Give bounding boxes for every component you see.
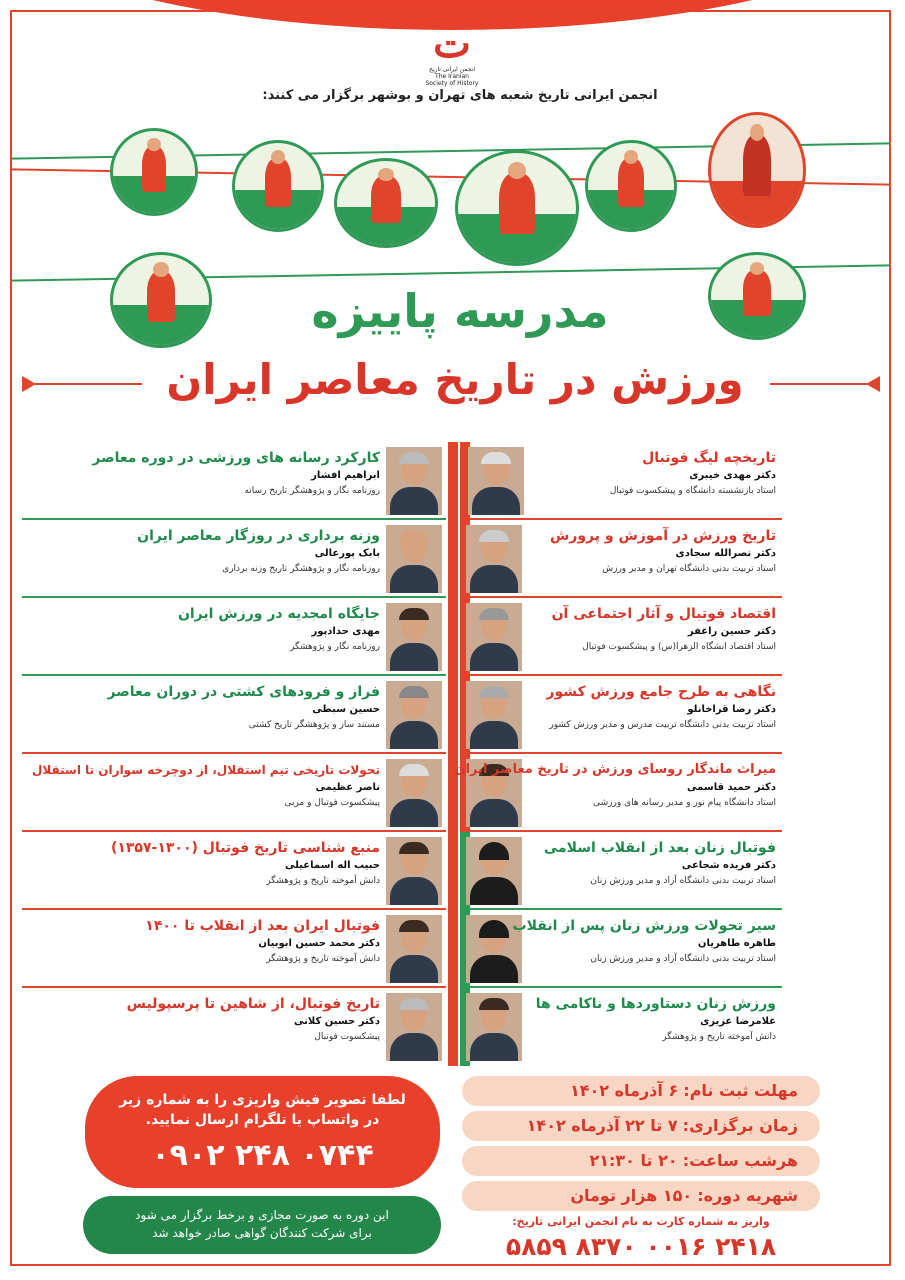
footballer-illustration (708, 112, 806, 228)
speaker-name: غلامرضا عزیزی (700, 1016, 776, 1027)
session-item (454, 754, 782, 832)
session-title: تاریخچه لیگ فوتبال (642, 450, 776, 466)
session-item (22, 832, 446, 910)
speaker-name: بابک پورعالی (314, 548, 380, 559)
speaker-desc: دانش آموخته تاریخ و پژوهشگر (266, 954, 380, 964)
instruction-line-2: در واتساپ یا تلگرام ارسال نمایید. (145, 1112, 380, 1128)
session-item (22, 754, 446, 832)
speaker-photo (386, 681, 442, 749)
logo-mark: ت (433, 20, 471, 67)
session-title: ورزش زنان دستاوردها و ناکامی ها (535, 996, 776, 1012)
info-key: زمان برگزاری: (682, 1116, 798, 1135)
session-title: وزنه برداری در روزگار معاصر ایران (137, 528, 380, 544)
session-title: فوتبال زنان بعد از انقلاب اسلامی (543, 840, 776, 856)
speaker-desc: پیشکسوت فوتبال (314, 1032, 380, 1042)
speaker-photo (386, 837, 442, 905)
speaker-desc: استاد بازنشسته دانشگاه و پیشکسوت فوتبال (609, 486, 776, 496)
speaker-desc: استاد دانشگاه پیام نور و مدیر رسانه های ورزشی (593, 798, 776, 808)
speaker-name: دکتر رضا قراخانلو (687, 704, 776, 715)
session-title: منبع شناسی تاریخ فوتبال (۱۳۰۰-۱۳۵۷) (110, 840, 380, 856)
speaker-desc: استاد تربیت بدنی دانشگاه آزاد و مدیر ورزش زنان (590, 876, 776, 886)
speaker-name: دکتر حسین کلانی (294, 1016, 380, 1027)
speaker-name: دکتر مهدی خیبری (689, 470, 776, 481)
speaker-photo (466, 837, 522, 905)
info-key: هرشب ساعت: (682, 1151, 798, 1170)
session-title: سیر تحولات ورزش زنان پس از انقلاب (512, 918, 776, 934)
speaker-photo (466, 525, 522, 593)
speaker-name: حبیب اله اسماعیلی (285, 860, 380, 871)
speaker-name: طاهره طاهریان (697, 938, 776, 949)
instruction-line-1: لطفا تصویر فیش واریزی را به شماره زیر (119, 1092, 406, 1108)
session-item (22, 676, 446, 754)
running-illustration (110, 252, 212, 348)
info-row-dates (462, 1111, 820, 1141)
speaker-desc: مستند ساز و پژوهشگر تاریخ کشتی (248, 720, 380, 730)
session-title: فراز و فرودهای کشتی در دوران معاصر (107, 684, 380, 700)
info-value: ۷ تا ۲۲ آذرماه ۱۴۰۲ (526, 1116, 678, 1135)
title-line-1: مدرسه پاییزه (311, 284, 609, 338)
session-item (462, 520, 782, 598)
session-item (462, 442, 782, 520)
speaker-photo (468, 447, 524, 515)
basketball-illustration (708, 252, 806, 340)
speaker-desc: استاد تربیت بدنی دانشگاه تربیت مدرس و مدیر ورزش کشور (549, 720, 776, 730)
logo-en-text-1: The Iranian (435, 73, 469, 80)
shooting-illustration (110, 128, 198, 216)
left-divider-bar (448, 442, 458, 1066)
card-number[interactable]: ۵۸۵۹ ۸۳۷۰ ۰۰۱۶ ۲۴۱۸ (505, 1232, 777, 1261)
speaker-desc: استاد اقتصاد انشگاه الزهرا(س) و پیشکسوت فوتبال (582, 642, 776, 652)
speaker-photo (386, 447, 442, 515)
right-arrow (770, 383, 880, 385)
session-title: کارکرد رسانه های ورزشی در دوره معاصر (92, 450, 380, 466)
session-item (22, 442, 446, 520)
session-title: تحولات تاریخی تیم استقلال، از دوچرخه سواران تا استقلال (31, 763, 380, 777)
left-arrow (22, 383, 142, 385)
speaker-desc: روزنامه نگار و پژوهشگر تاریخ رسانه (244, 486, 380, 496)
speaker-desc: روزنامه نگار و پژوهشگر تاریخ وزنه برداری (222, 564, 380, 574)
wrestling-illustration (334, 158, 438, 248)
speaker-name: دکتر حسین راغفر (687, 626, 776, 637)
notice-line-2: برای شرکت کنندگان گواهی صادر خواهد شد (152, 1226, 372, 1240)
speaker-name: دکتر نصرالله سجادی (675, 548, 776, 559)
organizer-text: انجمن ایرانی تاریخ شعبه های تهران و بوشهر برگزار می کنند: (262, 88, 658, 103)
speaker-name: ناصر عظیمی (315, 782, 380, 793)
info-row-deadline (462, 1076, 820, 1106)
session-title: جایگاه امجدیه در ورزش ایران (177, 606, 380, 622)
logo-en-text-2: Society of History (425, 80, 479, 87)
online-notice-box (83, 1196, 441, 1254)
speaker-desc: استاد تربیت بدنی دانشگاه تهران و مدیر ورزش (602, 564, 776, 574)
session-item (462, 832, 782, 910)
volleyball-illustration (232, 140, 324, 232)
speaker-name: ابراهیم افشار (311, 470, 380, 481)
payment-instruction-box (85, 1076, 440, 1188)
session-title: فوتبال ایران بعد از انقلاب تا ۱۴۰۰ (145, 918, 380, 934)
speaker-photo (386, 759, 442, 827)
session-title: اقتصاد فوتبال و آثار اجتماعی آن (551, 606, 776, 622)
session-item (462, 598, 782, 676)
speaker-desc: روزنامه نگار و پژوهشگر (290, 642, 380, 652)
speaker-photo (386, 915, 442, 983)
session-item (462, 988, 782, 1066)
info-value: ۲۰ تا ۲۱:۳۰ (589, 1151, 678, 1170)
session-title: تاریخ فوتبال، از شاهین تا پرسپولیس (126, 996, 380, 1012)
speaker-photo (466, 993, 522, 1061)
title-line-2: ورزش در تاریخ معاصر ایران (166, 355, 744, 404)
speaker-desc: استاد تربیت بدنی دانشگاه آزاد و مدیر ورزش زنان (590, 954, 776, 964)
speaker-name: مهدی حدادپور (311, 626, 380, 637)
session-title: میراث ماندگار روسای ورزش در تاریخ معاصر ایران (454, 762, 776, 777)
info-key: شهریه دوره: (697, 1186, 798, 1205)
weightlifting-illustration (455, 150, 579, 266)
speaker-name: دکتر محمد حسین ابوبیان (258, 938, 380, 949)
speaker-desc: پیشکسوت فوتبال و مربی (284, 798, 380, 808)
contact-phone[interactable]: ۰۹۰۲ ۲۴۸ ۰۷۴۴ (151, 1138, 374, 1173)
info-key: مهلت ثبت نام: (683, 1081, 798, 1100)
session-title: تاریخ ورزش در آموزش و پرورش (549, 528, 776, 544)
speaker-photo (386, 993, 442, 1061)
session-item (462, 676, 782, 754)
info-row-fee (462, 1181, 820, 1211)
logo-fa-text: انجمن ایرانی تاریخ (429, 66, 475, 73)
session-title: نگاهی به طرح جامع ورزش کشور (546, 684, 776, 700)
speaker-desc: دانش آموخته تاریخ و پژوهشگر (662, 1032, 776, 1042)
info-row-time (462, 1146, 820, 1176)
speaker-photo (386, 525, 442, 593)
session-item (22, 988, 446, 1066)
session-item (462, 910, 782, 988)
session-item (22, 910, 446, 988)
speaker-name: دکتر حمید قاسمی (687, 782, 776, 793)
speaker-photo (386, 603, 442, 671)
speaker-name: حسین سبطی (312, 704, 380, 715)
speaker-desc: دانش آموخته تاریخ و پژوهشگر (266, 876, 380, 886)
society-logo (420, 22, 484, 87)
celebration-illustration (585, 140, 677, 232)
session-item (22, 598, 446, 676)
info-value: ۶ آذرماه ۱۴۰۲ (569, 1081, 679, 1100)
card-label: واریز به شماره کارت به نام انجمن ایرانی تاریخ: (512, 1215, 770, 1228)
notice-line-1: این دوره به صورت مجازی و برخط برگزار می شود (135, 1208, 389, 1222)
session-item (22, 520, 446, 598)
speaker-photo (466, 681, 522, 749)
speaker-photo (466, 603, 522, 671)
speaker-name: دکتر فریده شجاعی (681, 860, 776, 871)
info-value: ۱۵۰ هزار تومان (570, 1186, 693, 1205)
